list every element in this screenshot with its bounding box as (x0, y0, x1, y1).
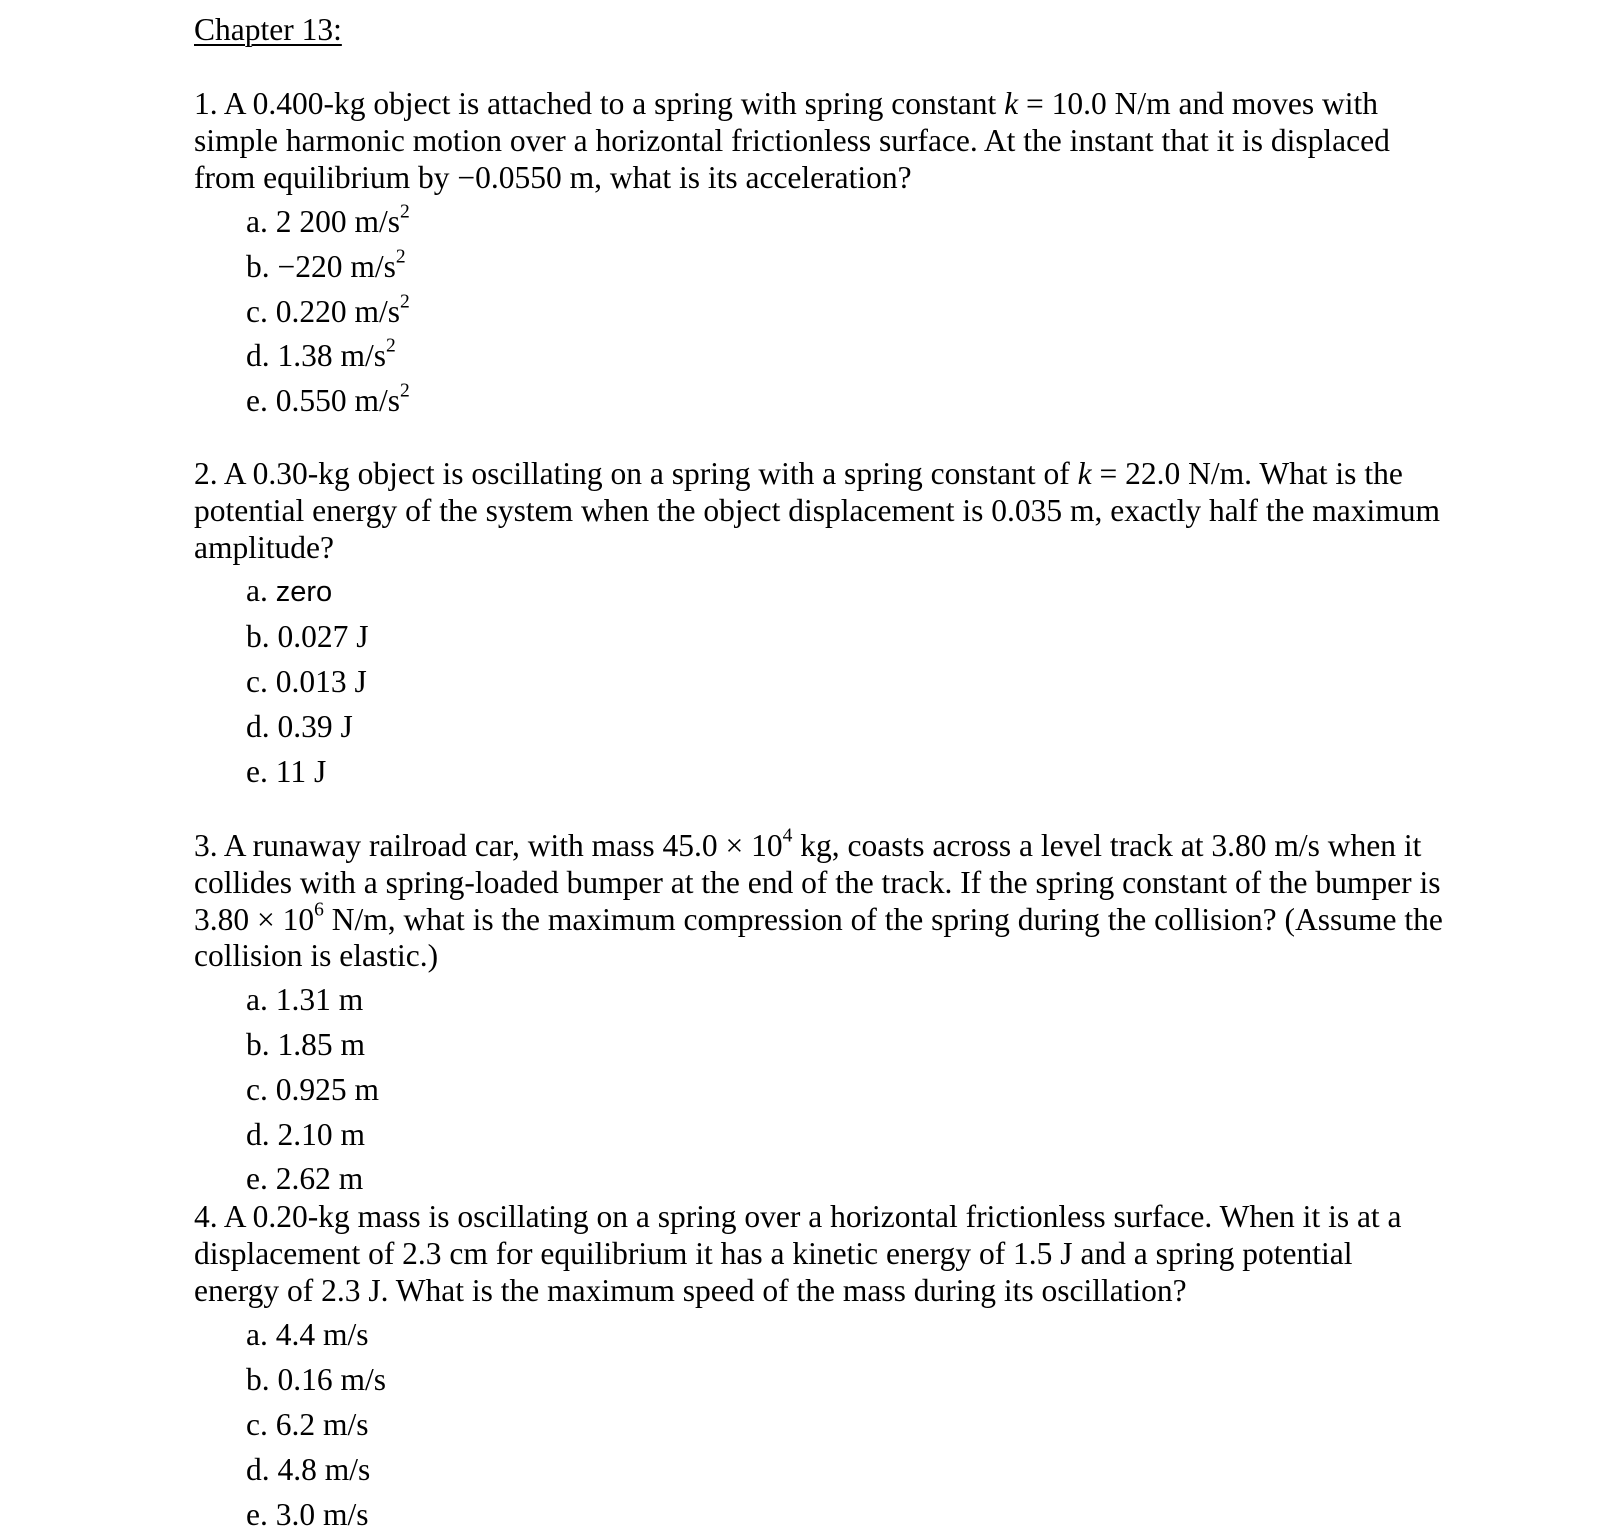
option-value: zero (275, 576, 333, 609)
question-4-stem (194, 1199, 1444, 1309)
answer-option (246, 615, 1444, 660)
question-text: kg, coasts across a level track at 3.80 m/s when it collides with a spring-loaded bumper at the end of the track. If the spring constant of the bumper is 3.80 × 10 (194, 828, 1441, 937)
answer-option (246, 1157, 1444, 1202)
option-exponent: 2 (400, 290, 410, 312)
option-label: d. (246, 708, 270, 744)
answer-option (246, 1357, 1444, 1402)
option-value: 2.10 m (277, 1116, 366, 1152)
question-text: A 0.30-kg object is oscillating on a spring with a spring constant of (223, 456, 1070, 491)
answer-option (246, 200, 1444, 245)
option-value: 0.16 m/s (277, 1362, 387, 1398)
option-label: b. (246, 619, 270, 655)
option-value: 1.85 m (277, 1026, 366, 1062)
answer-option (246, 750, 1444, 795)
option-exponent: 2 (386, 335, 396, 357)
question-text: N/m, what is the maximum compression of the spring during the collision? (Assume the collision is elastic.) (194, 901, 1443, 974)
option-value: 11 J (275, 753, 327, 789)
option-value: 2 200 m/s (275, 204, 400, 240)
option-value: 1.31 m (275, 982, 364, 1018)
answer-options (194, 1312, 1444, 1537)
option-value: −220 m/s (277, 248, 396, 284)
question-number: 3. (194, 828, 218, 863)
question-3 (194, 825, 1444, 1202)
option-value: 0.013 J (275, 663, 367, 699)
option-label: a. (246, 982, 268, 1018)
question-text: = 22.0 N/m. What is the potential energy of the system when the object displacement is 0.035 m, exactly half the maximum amplitude? (194, 456, 1440, 565)
option-exponent: 2 (400, 380, 410, 402)
question-number: 4. (194, 1199, 218, 1234)
answer-option (246, 1023, 1444, 1068)
answer-options (194, 569, 1444, 794)
chapter-title: Chapter 13: (194, 12, 342, 47)
option-label: c. (246, 293, 268, 329)
option-label: b. (246, 248, 270, 284)
answer-option (246, 334, 1444, 379)
variable-k: k (1004, 86, 1019, 121)
option-value: 0.220 m/s (275, 293, 400, 329)
question-text: = 10.0 N/m and moves with simple harmonic motion over a horizontal frictionless surface. At the instant that it is displaced from equilibrium by −0.0550 m, what is its acceleration? (194, 86, 1390, 195)
option-label: b. (246, 1026, 270, 1062)
option-label: c. (246, 1407, 268, 1443)
question-2 (194, 456, 1444, 794)
question-text: A 0.20-kg mass is oscillating on a spring over a horizontal frictionless surface. When it is at a displacement of 2.3 cm for equilibrium it has a kinetic energy of 1.5 J and a spring potential energy of 2.3 J. What is the maximum speed of the mass during its oscillation? (194, 1199, 1402, 1308)
answer-option (246, 1068, 1444, 1113)
question-2-stem (194, 456, 1444, 566)
option-label: a. (246, 204, 268, 240)
answer-option (246, 660, 1444, 705)
question-text: A 0.400-kg object is attached to a spring with spring constant (223, 86, 997, 121)
question-3-stem (194, 825, 1444, 975)
option-label: c. (246, 663, 268, 699)
variable-k: k (1077, 456, 1092, 491)
answer-option (246, 245, 1444, 290)
question-1 (194, 86, 1444, 423)
option-value: 2.62 m (275, 1161, 364, 1197)
option-value: 1.38 m/s (277, 338, 387, 374)
option-exponent: 2 (395, 246, 406, 268)
option-value: 0.550 m/s (275, 382, 400, 418)
option-label: a. (246, 1317, 268, 1353)
option-label: e. (246, 382, 268, 418)
option-label: e. (246, 753, 268, 789)
question-text: A runaway railroad car, with mass 45.0 × 10 (223, 828, 783, 863)
option-value: 4.4 m/s (275, 1317, 369, 1353)
option-label: d. (246, 1452, 270, 1488)
question-4 (194, 1199, 1444, 1537)
option-value: 6.2 m/s (275, 1407, 369, 1443)
option-value: 3.0 m/s (275, 1497, 369, 1533)
answer-option (246, 569, 1444, 615)
option-value: 4.8 m/s (277, 1452, 371, 1488)
answer-option (246, 1447, 1444, 1492)
exponent: 4 (782, 825, 793, 847)
option-label: e. (246, 1497, 268, 1533)
answer-option (246, 705, 1444, 750)
answer-option (246, 1492, 1444, 1537)
option-exponent: 2 (400, 201, 410, 223)
answer-option (246, 379, 1444, 424)
answer-option (246, 1312, 1444, 1357)
answer-option (246, 1402, 1444, 1447)
option-value: 0.925 m (275, 1071, 379, 1107)
answer-options (194, 978, 1444, 1202)
answer-options (194, 200, 1444, 423)
option-label: e. (246, 1161, 268, 1197)
option-label: d. (246, 1116, 270, 1152)
question-number: 2. (194, 456, 218, 491)
option-value: 0.39 J (277, 708, 353, 744)
answer-option (246, 978, 1444, 1023)
option-label: b. (246, 1362, 270, 1398)
option-label: a. (246, 573, 268, 609)
exponent: 6 (314, 898, 324, 920)
option-value: 0.027 J (277, 619, 369, 655)
question-number: 1. (194, 86, 218, 121)
question-1-stem (194, 86, 1444, 196)
option-label: d. (246, 338, 270, 374)
answer-option (246, 1113, 1444, 1158)
option-label: c. (246, 1071, 268, 1107)
answer-option (246, 290, 1444, 335)
